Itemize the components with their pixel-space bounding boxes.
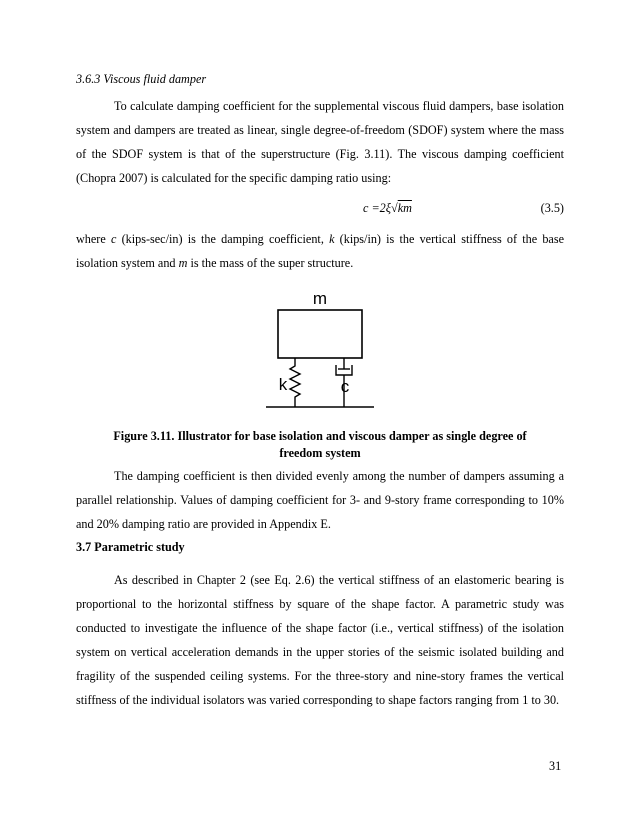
text-part: is the mass of the super structure. (187, 256, 354, 270)
equation-3-5 (76, 201, 564, 221)
page-number: 31 (549, 759, 562, 773)
equation-number: (3.5) (540, 201, 564, 215)
paragraph-damping-intro: To calculate damping coefficient for the supplemental viscous fluid dampers, base isolation system and dampers are treated as linear, single degree-of-freedom (SDOF) system where the mass of the SDOF system is that of the superstructure (Fig. 3.11). The viscous damping coefficient (Chopra 2007) is calculated for the specific damping ratio using: (76, 99, 564, 185)
mass-label: m (312, 289, 328, 308)
paragraph-damping-distribution: The damping coefficient is then divided evenly among the number of dampers assuming a parallel relationship. Values of damping coefficient for 3- and 9-story frame corresponding to 10% and 20% damping ratio are provided in Appendix E. (76, 469, 564, 531)
damper-label: c (340, 377, 350, 396)
variable-m: m (178, 256, 188, 270)
equation-lhs: c =2ξ (363, 201, 391, 215)
paragraph-parametric-study: As described in Chapter 2 (see Eq. 2.6) the vertical stiffness of an elastomeric bearing is proportional to the horizontal stiffness by square of the shape factor. A parametric study was conducted to investigate the influence of the shape factor (i.e., vertical stiffness) of the isolation system on vertical acceleration demands in the upper stories of the seismic isolated building and fragility of the suspended ceiling systems. For the three-story and nine-story frames the vertical stiffness of the individual isolators was varied corresponding to shape factors ranging from 1 to 30. (76, 573, 564, 707)
figure-caption: Figure 3.11. Illustrator for base isolation and viscous damper as single degree of freedom system (113, 429, 527, 460)
text-part: where (76, 232, 111, 246)
spring-element (290, 358, 300, 407)
section-heading-3-6-3: 3.6.3 Viscous fluid damper (76, 72, 207, 86)
variable-c: c (110, 232, 117, 246)
paragraph-variable-definitions (76, 227, 564, 275)
mass-block (278, 310, 362, 358)
equation-formula: c =2ξ√km (363, 201, 412, 215)
equation-radicand: km (397, 201, 412, 215)
section-heading-3-7: 3.7 Parametric study (76, 540, 185, 554)
sdof-figure (262, 286, 380, 412)
spring-label: k (278, 375, 288, 394)
variable-k: k (329, 232, 335, 246)
text-part: (kips/in) is the vertical stiffness of the base isolation system and (76, 232, 564, 270)
text-part: (kips-sec/in) is the damping coefficient, (116, 232, 330, 246)
